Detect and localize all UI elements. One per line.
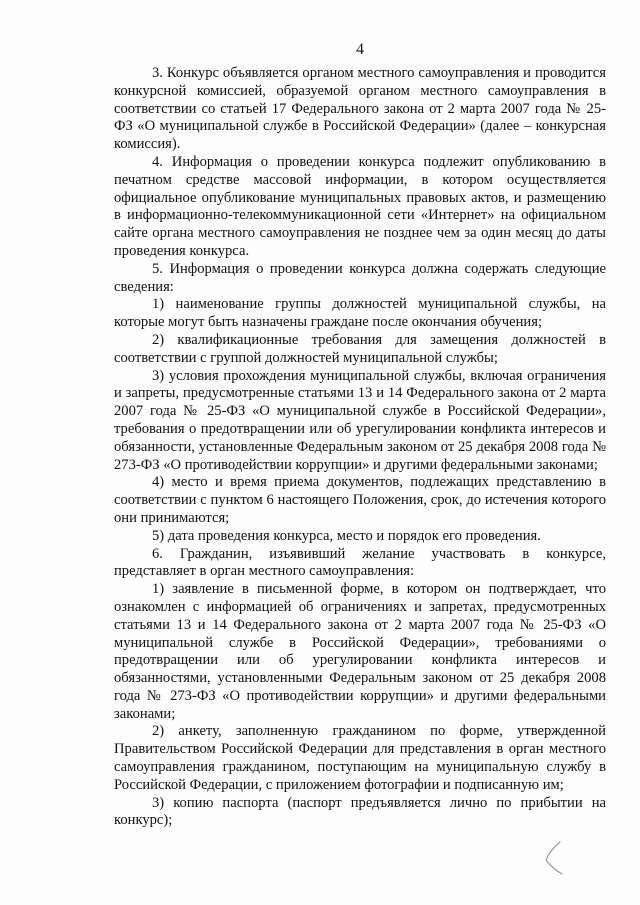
paragraph-3-contest-announcement: 3. Конкурс объявляется органом местного самоуправления и проводится конкурсной комиссией, образуемой органом местного самоуправления в соответствии со статьей 17 Федерального закона от 2 марта 2007 года № 25-ФЗ «О муниципальной службе в Российской Федерации» (далее – конкурсная комиссия). <box>114 65 606 153</box>
list-item-5-4: 4) место и время приема документов, подлежащих представлению в соответствии с пунктом 6 настоящего Положения, срок, до истечения которого они принимаются; <box>114 474 606 526</box>
list-item-5-5: 5) дата проведения конкурса, место и порядок его проведения. <box>152 527 541 544</box>
list-item-6-2: 2) анкету, заполненную гражданином по форме, утвержденной Правительством Российской Федерации для представления в орган местного самоуправления гражданином, поступающим на муниципальную службу в Российской Федерации, с приложением фотографии и подписанную им; <box>114 723 606 793</box>
list-item-5-2: 2) квалификационные требования для замещения должностей в соответствии с группой должностей муниципальной службы; <box>114 331 606 366</box>
list-item-5-1: 1) наименование группы должностей муниципальной службы, на которые могут быть назначены граждане после окончания обучения; <box>114 296 606 331</box>
paragraph-5-information-contents: 5. Информация о проведении конкурса должна содержать следующие сведения: <box>114 260 606 295</box>
pen-mark-icon <box>540 838 566 878</box>
list-item-6-1: 1) заявление в письменной форме, в котором он подтверждает, что ознакомлен с информацией об ограничениях и запретах, предусмотренных статьями 13 и 14 Федерального закона от 2 марта 2007 года № 25-ФЗ «О муниципальной службе в Российской Федерации», требованиями о предотвращении или об урегулировании конфликта интересов и обязанностями, установленными Федеральным законом от 25 декабря 2008 года № 273-ФЗ «О противодействии коррупции» и другими федеральными законами; <box>114 581 606 722</box>
list-item-5-3: 3) условия прохождения муниципальной службы, включая ограничения и запреты, предусмотренные статьями 13 и 14 Федерального закона от 2 марта 2007 года № 25-ФЗ «О муниципальной службе в Российской Федерации», требования о предотвращении или об урегулировании конфликта интересов и обязанности, установленные Федеральным законом от 25 декабря 2008 года № 273-ФЗ «О противодействии коррупции» и другими федеральными законами; <box>114 367 606 473</box>
paragraph-4-publication: 4. Информация о проведении конкурса подлежит опубликованию в печатном средстве массовой информации, в котором осуществляется официальное опубликование муниципальных правовых актов, и размещению в информационно-телекоммуникационной сети «Интернет» на официальном сайте органа местного самоуправления не позднее чем за один месяц до даты проведения конкурса. <box>114 153 606 259</box>
paragraph-6-documents: 6. Гражданин, изъявивший желание участвовать в конкурсе, представляет в орган местного самоуправления: <box>114 545 606 580</box>
list-item-6-3: 3) копию паспорта (паспорт предъявляется лично по прибытии на конкурс); <box>114 794 606 829</box>
document-body <box>114 65 606 830</box>
page-number: 4 <box>356 41 364 58</box>
